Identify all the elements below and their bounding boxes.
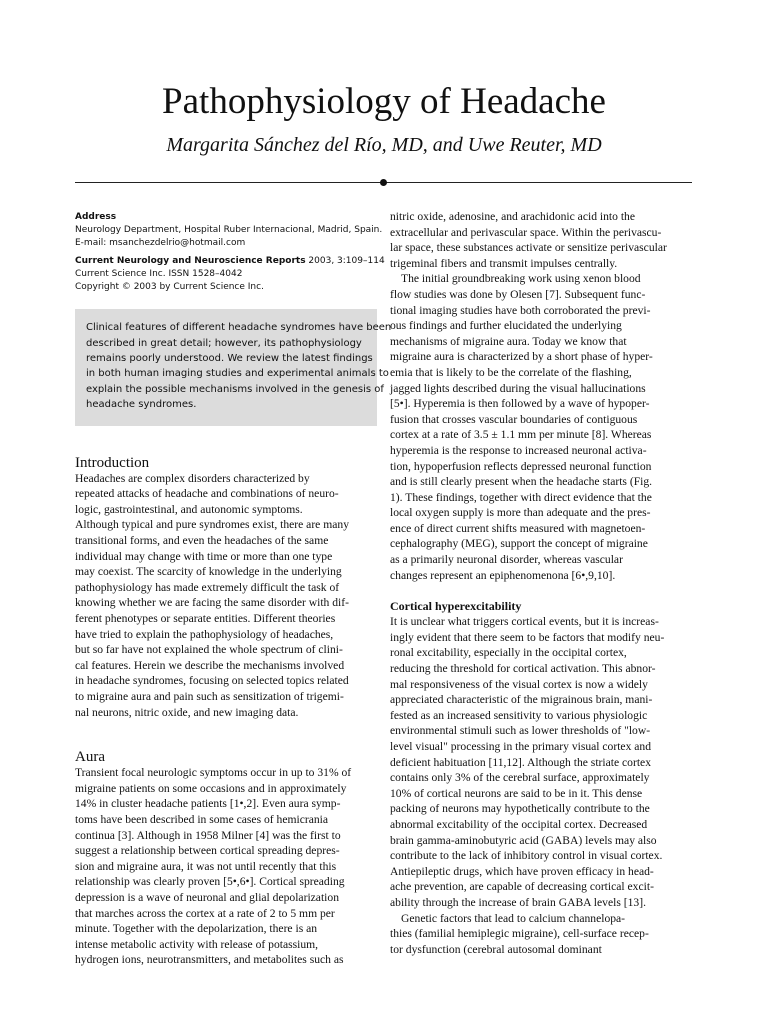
text-line: to migraine aura and pain such as sensitization of trigemi- [75,689,344,703]
text-line: have tried to explain the pathophysiology of headaches, [75,627,334,641]
text-line: Antiepileptic drugs, which have proven efficacy in head- [390,864,654,878]
text-line: toms have been described in some cases of hemicrania [75,812,329,826]
text-line: ronal excitability, especially in the occipital cortex, [390,646,627,660]
text-line: ache prevention, are capable of decreasing cortical excit- [390,880,654,894]
text-line: deficient habituation [11,12]. Although the striate cortex [390,755,652,769]
text-line: Headaches are complex disorders characterized by [75,471,310,485]
text-line: nal neurons, nitric oxide, and new imaging data. [75,705,299,719]
text-line: mechanisms of migraine aura. Today we know that [390,334,627,348]
text-line: jagged lights described during the visual hallucinations [390,381,646,395]
abstract-line: remains poorly understood. We review the latest findings [86,353,373,365]
text-line: cal features. Herein we describe the mechanisms involved [75,658,345,672]
text-line: Transient focal neurologic symptoms occur in up to 31% of [75,766,352,780]
text-line: but so far have not explained the whole spectrum of clini- [75,643,343,657]
text-line: Genetic factors that lead to calcium channelopa- [401,911,626,925]
text-line: flow studies was done by Olesen [7]. Subsequent func- [390,287,646,301]
text-line: lar space, these substances activate or sensitize perivascular [390,241,667,255]
aura-continued-text [390,209,693,583]
journal-name: Current Neurology and Neuroscience Reports [75,255,306,266]
text-line: tor dysfunction (cerebral autosomal dominant [390,942,602,956]
text-line: ability through the increase of brain GABA levels [13]. [390,895,646,909]
issn-line: Current Science Inc. ISSN 1528–4042 [75,268,243,279]
text-line: contains only 3% of the cerebral surface, approximately [390,771,650,785]
text-line: It is unclear what triggers cortical events, but it is increas- [390,615,659,629]
text-line: migraine patients on some occasions and in approximately [75,781,347,795]
text-line: hydrogen ions, neurotransmitters, and metabolites such as [75,953,344,967]
text-line: tional imaging studies have both corroborated the previ- [390,303,651,317]
text-line: appreciated characteristic of the migrainous brain, mani- [390,693,653,707]
address-line: Neurology Department, Hospital Ruber Internacional, Madrid, Spain. [75,225,383,236]
text-line: Although typical and pure syndromes exist, there are many [75,518,349,532]
abstract-line: in both human imaging studies and experimental animals to [86,368,389,380]
text-line: transitional forms, and even the headaches of the same [75,534,329,548]
abstract-line: explain the possible mechanisms involved in the genesis of [86,383,384,395]
abstract-line: headache syndromes. [86,399,197,411]
text-line: thies (familial hemiplegic migraine), cell-surface recep- [390,927,649,941]
text-line: nitric oxide, adenosine, and arachidonic acid into the [390,210,635,223]
text-line: brain gamma-aminobutyric acid (GABA) levels may also [390,833,657,847]
abstract-line: described in great detail; however, its pathophysiology [86,337,362,349]
cortical-hyperexcitability-text [390,614,693,957]
text-line: The initial groundbreaking work using xenon blood [401,272,641,286]
text-line: abnormal excitability of the occipital cortex. Decreased [390,817,648,831]
text-line: 1). These findings, together with direct evidence that the [390,490,652,504]
journal-citation: 2003, 3:109–114 [305,255,385,266]
divider-ornament [380,179,387,186]
text-line: packing of neurons may hypothetically contribute to the [390,802,650,816]
text-line: fested as an increased sensitivity to various physiologic [390,708,648,722]
text-line: intense metabolic activity with release of potassium, [75,937,319,951]
aura-heading: Aura [75,749,105,766]
text-line: sion and migraine aura, it was not until recently that this [75,859,337,873]
text-line: contribute to the lack of inhibitory control in visual cortex. [390,849,663,863]
abstract-line: Clinical features of different headache syndromes have been [86,322,392,334]
text-line: hyperemia is the response to increased neuronal activa- [390,443,647,457]
text-line: 10% of cortical neurons are said to be in it. This dense [390,786,643,800]
text-line: level visual" processing in the primary visual cortex and [390,740,652,753]
text-line: minute. Together with the depolarization, there is an [75,922,318,936]
text-line: pathophysiology has made extremely difficult the task of [75,580,340,594]
left-column [75,211,392,968]
abstract-box [75,309,392,425]
introduction-heading: Introduction [75,454,150,471]
text-line: emia that is likely to be the correlate of the flashing, [390,365,632,379]
article-title: Pathophysiology of Headache [162,81,606,122]
text-line: continua [3]. Although in 1958 Milner [4] was the first to [75,828,341,842]
text-line: reducing the threshold for cortical activation. This abnor- [390,662,656,676]
text-line: local oxygen supply is more than adequate and the pres- [390,506,651,520]
text-line: depression is a wave of neuronal and glial depolarization [75,890,339,904]
text-line: logic, gastrointestinal, and autonomic symptoms. [75,502,303,516]
text-line: trigeminal fibers and transmit impulses centrally. [390,256,618,270]
text-line: and is still clearly present when the headache starts (Fig. [390,475,653,489]
text-line: ferent phenotypes or separate entities. Different theories [75,612,336,625]
text-line: tion, hypoperfusion reflects depressed neuronal function [390,459,652,473]
text-line: cortex at a rate of 3.5 ± 1.1 mm per minute [8]. Whereas [390,428,652,442]
text-line: ingly evident that there seem to be factors that modify neu- [390,630,665,644]
text-line: that marches across the cortex at a rate of 2 to 5 mm per [75,906,335,920]
journal-reference [75,255,385,268]
introduction-text [75,471,377,721]
text-line: as a primarily neuronal disorder, whereas vascular [390,553,623,567]
text-line: individual may change with time or more than one type [75,549,333,563]
text-line: ous findings and further elucidated the underlying [390,319,622,333]
text-line: [5•]. Hyperemia is then followed by a wave of hypoper- [390,397,650,411]
text-line: environmental stimuli such as lower thresholds of "low- [390,724,651,738]
text-line: ence of direct current shifts measured with magnetoen- [390,521,646,535]
text-line: in headache syndromes, focusing on selected topics related [75,674,349,688]
text-line: mal responsiveness of the visual cortex is now a widely [390,677,648,691]
text-line: fusion that crosses vascular boundaries of contiguous [390,412,638,426]
article-metadata [75,211,385,294]
text-line: cephalography (MEG), support the concept of migraine [390,537,648,551]
cortical-hyperexcitability-heading: Cortical hyperexcitability [390,599,522,614]
text-line: suggest a relationship between cortical spreading depres- [75,844,340,858]
copyright-line: Copyright © 2003 by Current Science Inc. [75,282,264,293]
text-line: migraine aura is characterized by a short phase of hyper- [390,350,653,364]
text-line: changes represent an epiphenomenona [6•,9,10]. [390,568,616,582]
address-label: Address [75,212,117,222]
email-line: E-mail: msanchezdelrio@hotmail.com [75,238,246,249]
article-authors: Margarita Sánchez del Río, MD, and Uwe Reuter, MD [166,134,602,156]
text-line: 14% in cluster headache patients [1•,2]. Even aura symp- [75,797,341,811]
right-column [390,209,693,957]
text-line: knowing whether we are facing the same disorder with dif- [75,596,349,610]
text-line: extracellular and perivascular space. Within the perivascu- [390,225,662,239]
text-line: repeated attacks of headache and combinations of neuro- [75,487,339,501]
aura-text [75,765,377,968]
text-line: relationship was clearly proven [5•,6•]. Cortical spreading [75,875,345,889]
text-line: may coexist. The scarcity of knowledge in the underlying [75,565,342,579]
